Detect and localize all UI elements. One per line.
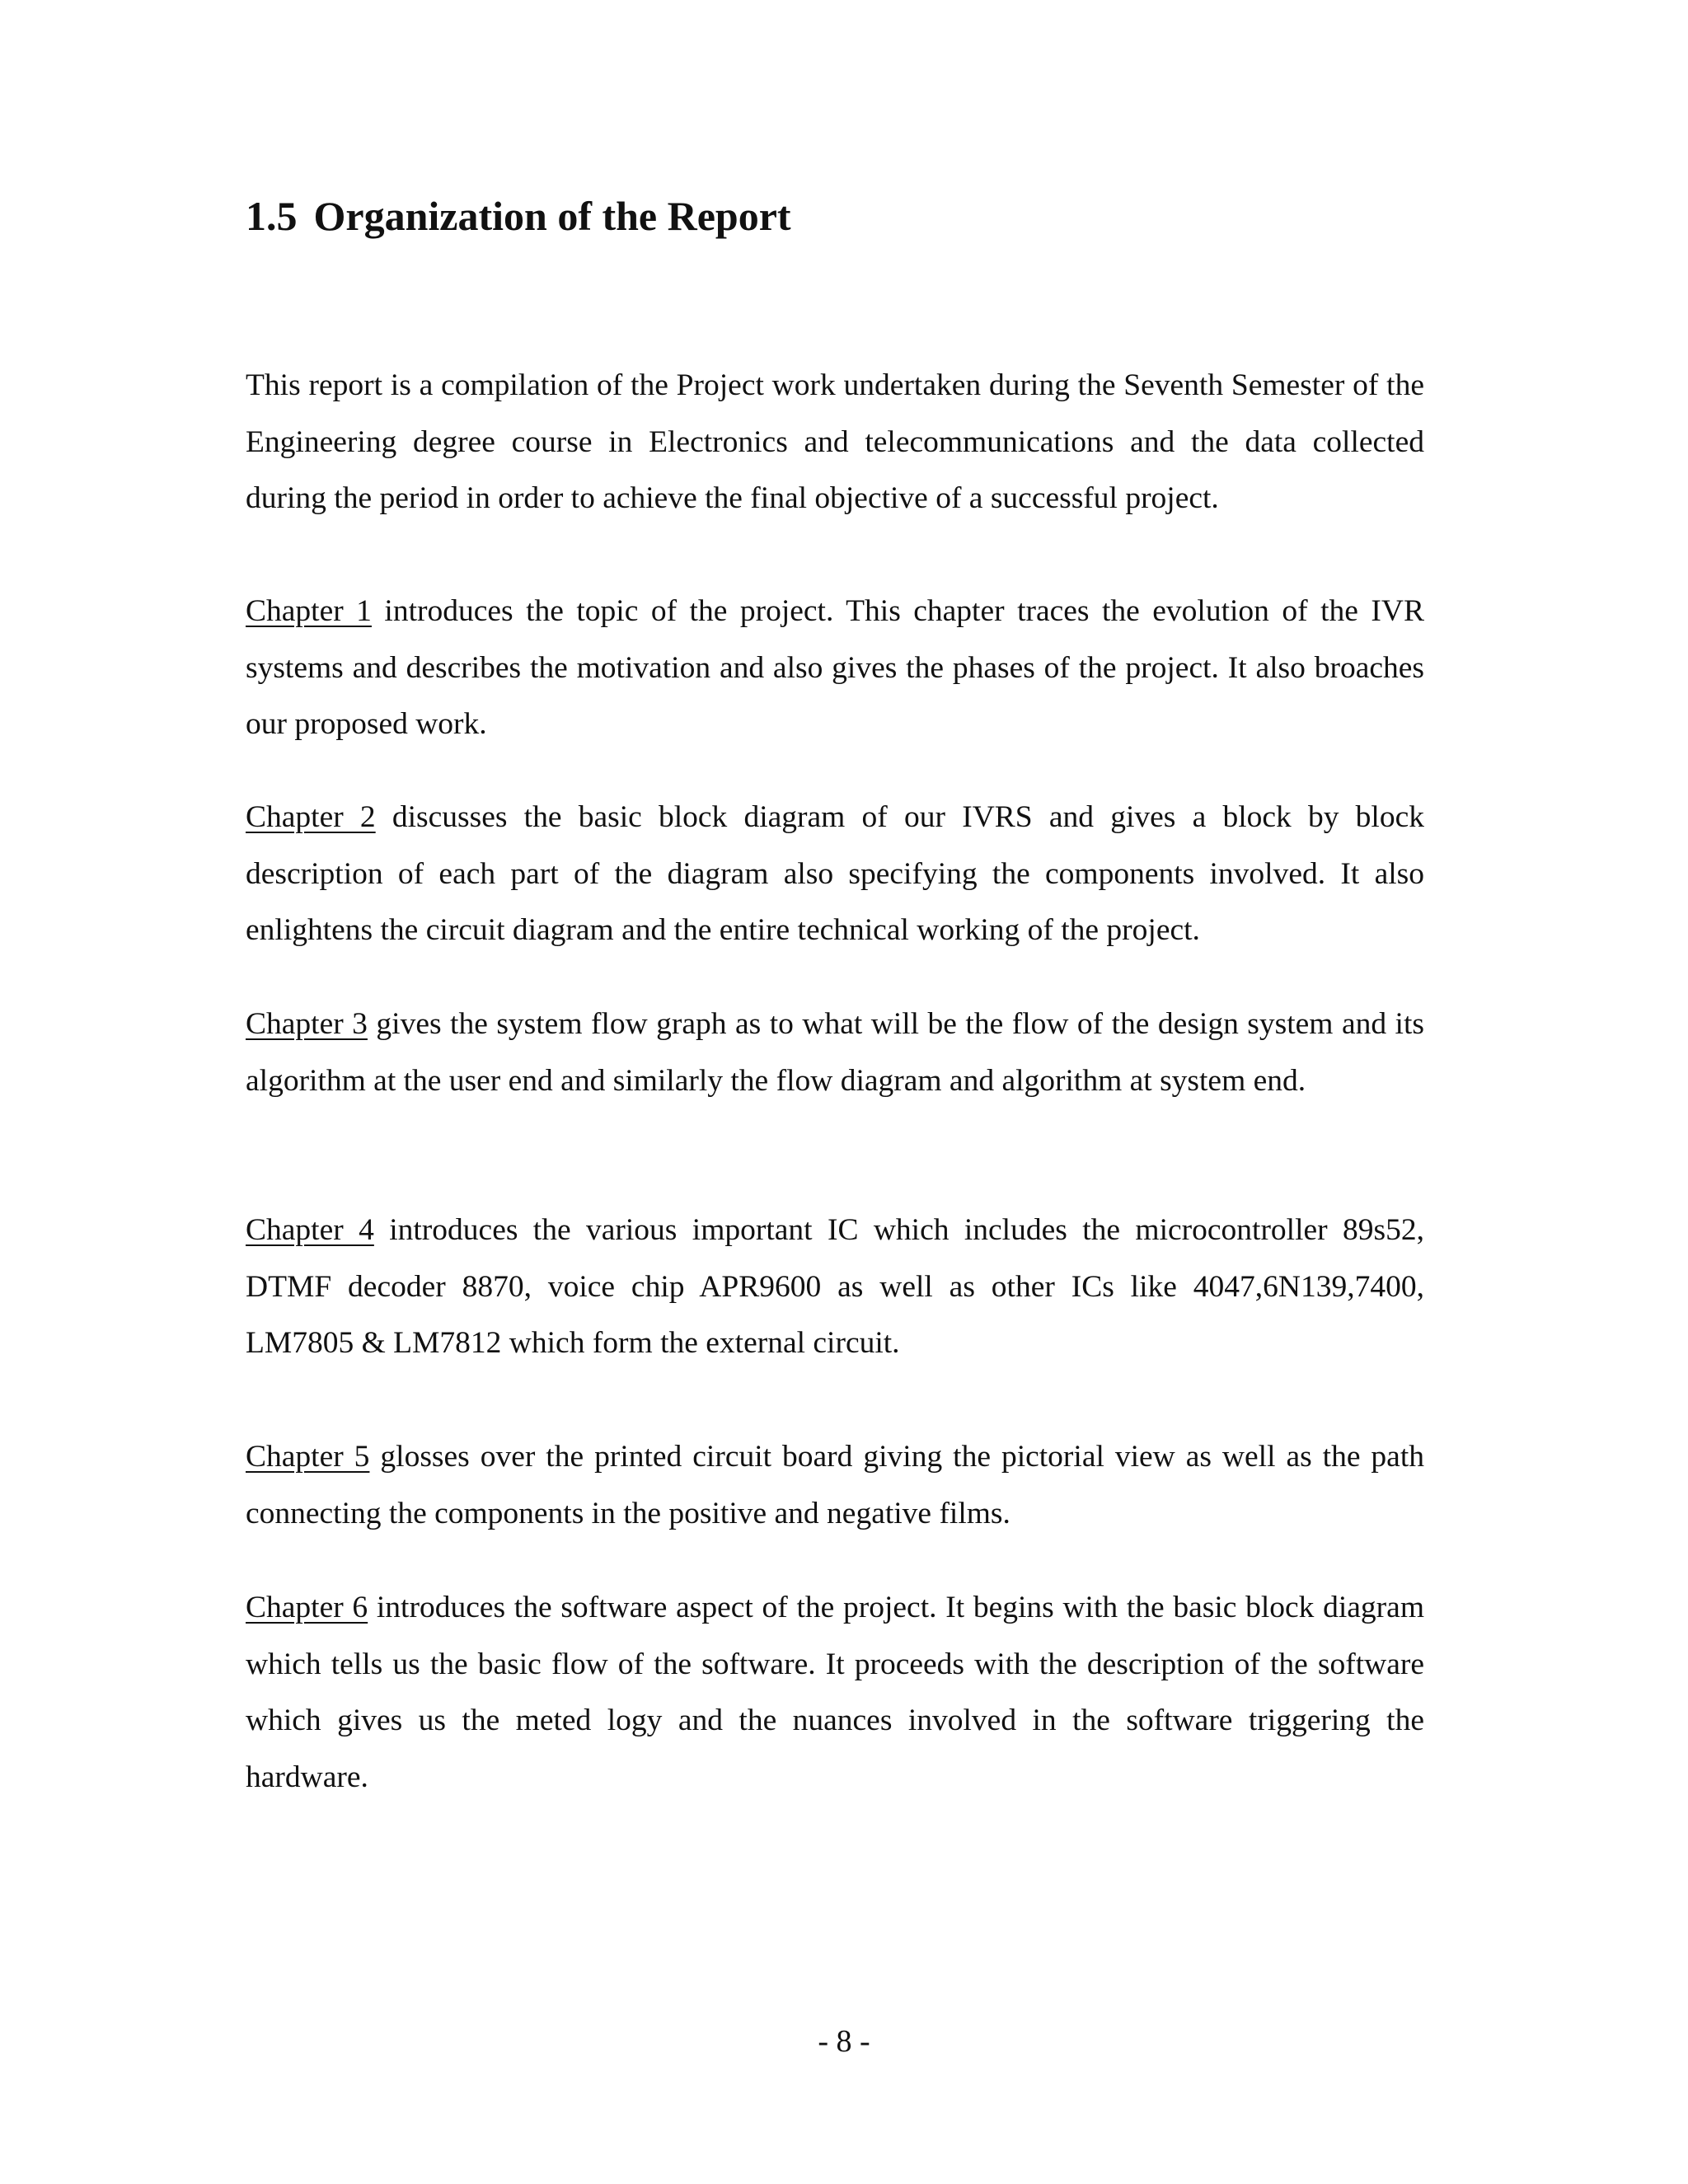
chapter-5-text: glosses over the printed circuit board giving the pictorial view as well as the path connecting the components in the positive and negative films.: [246, 1440, 1424, 1530]
page-number: - 8 -: [818, 2024, 870, 2059]
chapter-4-label: Chapter 4: [246, 1213, 374, 1247]
chapter-6-text: introduces the software aspect of the project. It begins with the basic block diagram which tells us the basic flow of the software. It proceeds with the description of the software which gives us the meted logy and the nuances involved in the software triggering the hardware.: [246, 1591, 1424, 1794]
chapter-1-label: Chapter 1: [246, 594, 372, 628]
section-heading: [246, 191, 791, 241]
intro-paragraph: This report is a compilation of the Project work undertaken during the Seventh Semester of the Engineering degree course in Electronics and telecommunications and the data collected during the period in order to achieve the final objective of a successful project.: [246, 368, 1424, 515]
chapter-2-text: discusses the basic block diagram of our IVRS and gives a block by block description of each part of the diagram also specifying the components involved. It also enlightens the circuit diagram and the entire technical working of the project.: [246, 800, 1424, 947]
chapter-4-paragraph: [246, 1202, 1424, 1372]
chapter-6-paragraph: [246, 1580, 1424, 1806]
chapter-2-label: Chapter 2: [246, 800, 376, 834]
chapter-5-paragraph: [246, 1429, 1424, 1542]
chapter-2-paragraph: [246, 790, 1424, 959]
section-number: 1.5: [246, 193, 298, 239]
section-title: Organization of the Report: [313, 193, 791, 239]
chapter-3-text: gives the system flow graph as to what will be the flow of the design system and its algorithm at the user end and similarly the flow diagram and algorithm at system end.: [246, 1007, 1424, 1098]
chapter-1-text: introduces the topic of the project. This chapter traces the evolution of the IVR systems and describes the motivation and also gives the phases of the project. It also broaches our proposed work.: [246, 594, 1424, 741]
chapter-1-paragraph: [246, 583, 1424, 753]
chapter-6-label: Chapter 6: [246, 1591, 368, 1624]
chapter-3-label: Chapter 3: [246, 1007, 368, 1041]
chapter-3-paragraph: [246, 996, 1424, 1109]
chapter-5-label: Chapter 5: [246, 1440, 370, 1474]
chapter-4-text: introduces the various important IC which includes the microcontroller 89s52, DTMF decoder 8870, voice chip APR9600 as well as other ICs like 4047,6N139,7400, LM7805 & LM7812 which form the external circuit.: [246, 1213, 1424, 1360]
